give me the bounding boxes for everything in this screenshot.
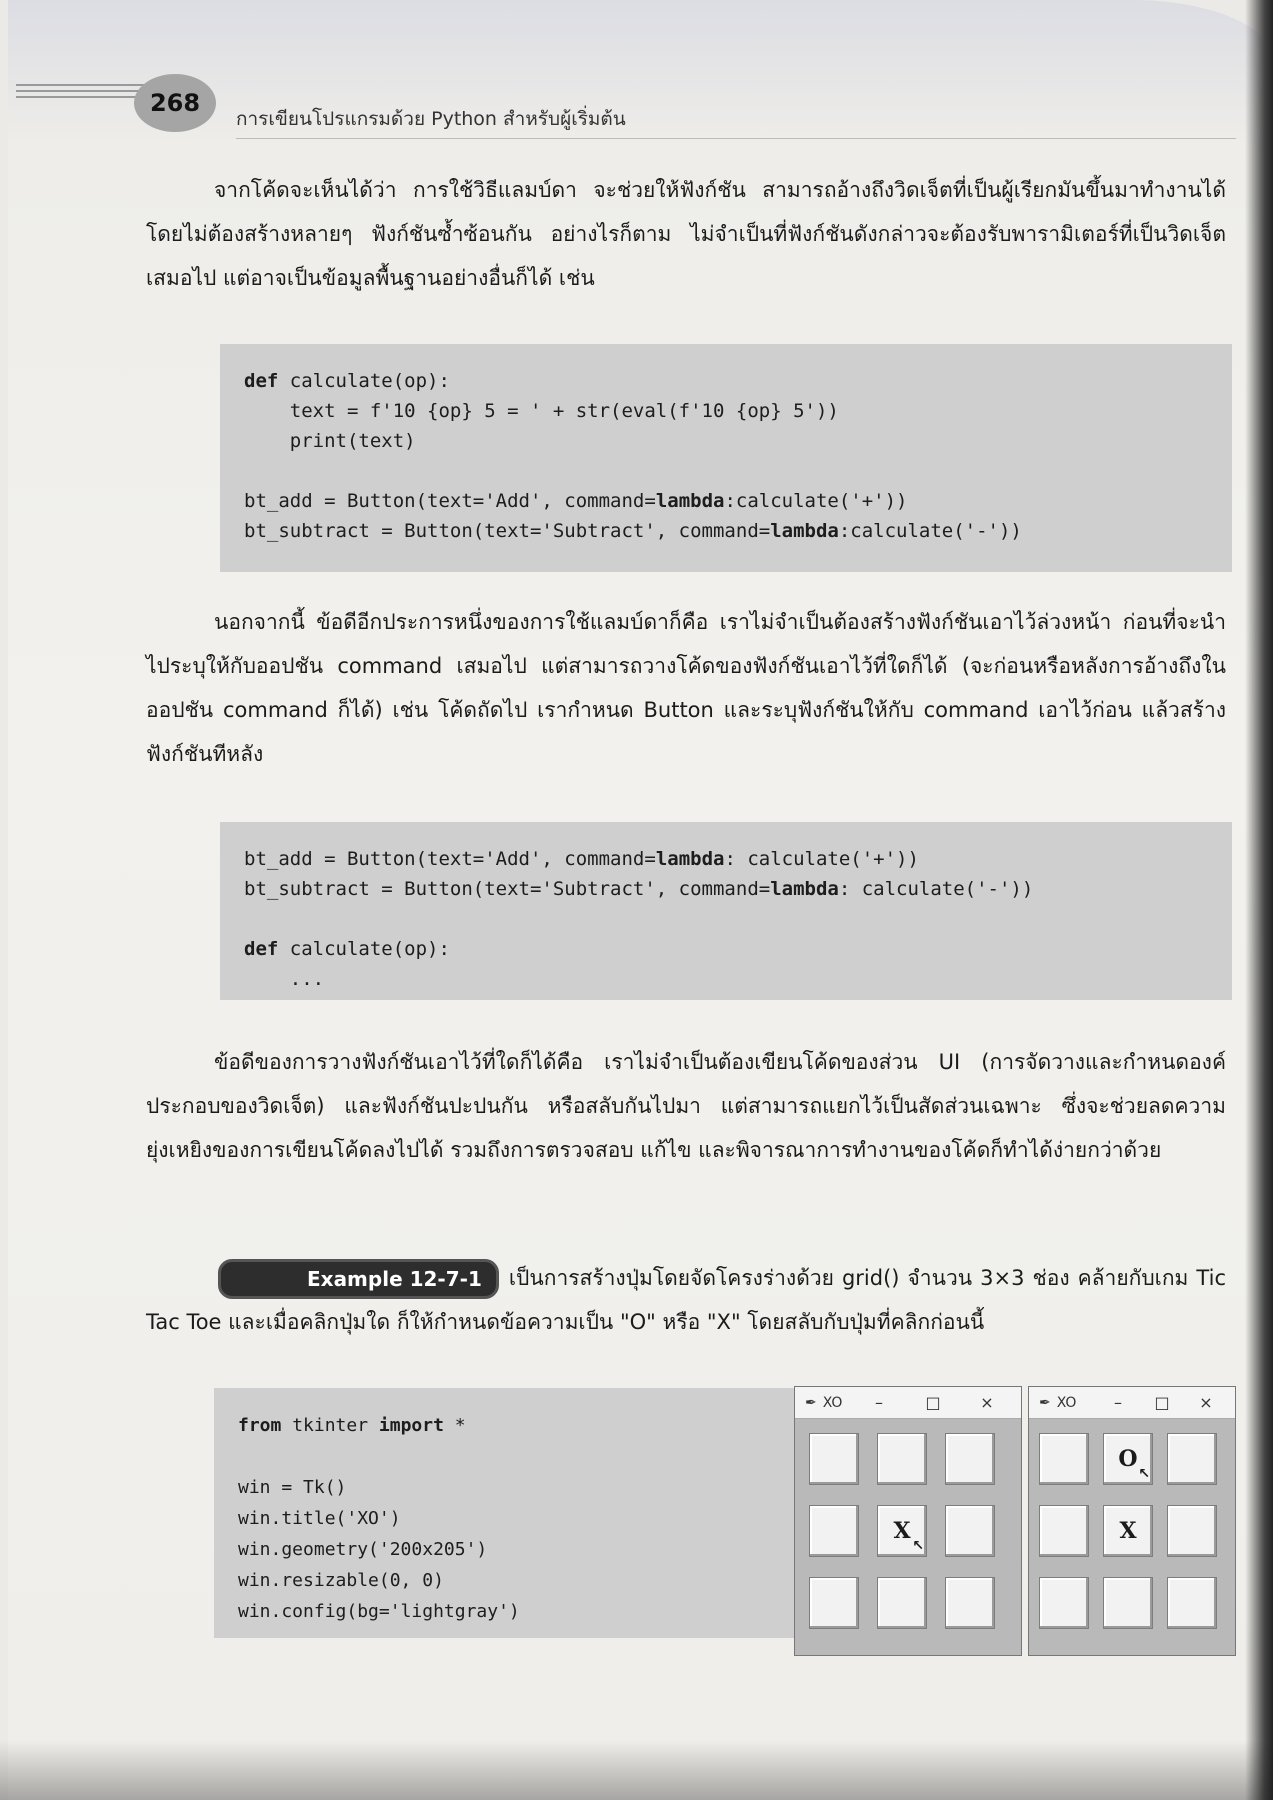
tk-window-2-titlebar[interactable] xyxy=(1029,1387,1235,1419)
tk-window-2[interactable] xyxy=(1028,1386,1236,1656)
minimize-button[interactable]: – xyxy=(875,1393,883,1412)
grid-cell-button[interactable] xyxy=(809,1433,859,1485)
tk-window-1[interactable] xyxy=(794,1386,1022,1656)
code-block-2 xyxy=(220,822,1232,1000)
running-header-title: การเขียนโปรแกรมด้วย Python สำหรับผู้เริ่มต้น xyxy=(236,108,626,130)
code-line: def calculate(op): xyxy=(244,370,450,392)
feather-icon: ✒ xyxy=(1039,1394,1051,1411)
code-line: bt_subtract = Button(text='Subtract', command=lambda:calculate('-')) xyxy=(244,520,1022,542)
window-title: XO xyxy=(822,1394,843,1411)
book-page xyxy=(8,0,1273,1800)
grid-cell-button[interactable] xyxy=(945,1577,995,1629)
grid-cell-button[interactable] xyxy=(877,1433,927,1485)
code-line: win.title('XO') xyxy=(238,1508,401,1529)
paragraph-2 xyxy=(146,600,1226,776)
code-line: from tkinter import * xyxy=(238,1415,466,1436)
grid-cell-button[interactable] xyxy=(945,1433,995,1485)
code-line: win.config(bg='lightgray') xyxy=(238,1601,520,1622)
grid-cell-button[interactable] xyxy=(945,1505,995,1557)
grid-cell-button[interactable] xyxy=(809,1505,859,1557)
code-line: bt_add = Button(text='Add', command=lambda:calculate('+')) xyxy=(244,490,908,512)
minimize-button[interactable]: – xyxy=(1114,1393,1122,1412)
code-line: ... xyxy=(244,968,325,990)
header-rule xyxy=(236,138,1236,139)
code-line: def calculate(op): xyxy=(244,938,450,960)
maximize-button[interactable]: □ xyxy=(1154,1393,1170,1412)
window-title: XO xyxy=(1056,1394,1077,1411)
example-badge: Example 12-7-1 xyxy=(218,1259,499,1299)
paragraph-4 xyxy=(146,1256,1226,1344)
paragraph-3 xyxy=(146,1040,1226,1172)
code-line: bt_subtract = Button(text='Subtract', command=lambda: calculate('-')) xyxy=(244,878,1034,900)
tk-window-2-grid xyxy=(1039,1433,1217,1629)
grid-cell-button[interactable] xyxy=(1103,1577,1153,1629)
grid-cell-button[interactable]: O ↖ xyxy=(1103,1433,1153,1485)
mouse-cursor-icon: ↖ xyxy=(1138,1466,1150,1482)
paragraph-1 xyxy=(146,168,1226,300)
code-line: text = f'10 {op} 5 = ' + str(eval(f'10 {op} 5')) xyxy=(244,400,839,422)
grid-cell-button[interactable] xyxy=(1039,1505,1089,1557)
code-line: win.resizable(0, 0) xyxy=(238,1570,444,1591)
code-line: print(text) xyxy=(244,430,416,452)
feather-icon: ✒ xyxy=(805,1394,817,1411)
close-button[interactable]: × xyxy=(1199,1393,1213,1412)
paragraph-1-text: จากโค้ดจะเห็นได้ว่า การใช้วิธีแลมบ์ดา จะช่วยให้ฟังก์ชัน สามารถอ้างถึงวิดเจ็ตที่เป็นผู้เรียกมันขึ้นมาทำงานได้ โดยไม่ต้องสร้างหลายๆ ฟังก์ชันซ้ำซ้อนกัน อย่างไรก็ตาม ไม่จำเป็นที่ฟังก์ชันดังกล่าวจะต้องรับพารามิเตอร์ที่เป็นวิดเจ็ตเสมอไป แต่อาจเป็นข้อมูลพื้นฐานอย่างอื่นก็ได้ เช่น xyxy=(146,178,1226,290)
grid-cell-button[interactable] xyxy=(1167,1505,1217,1557)
tk-window-1-titlebar[interactable] xyxy=(795,1387,1021,1419)
grid-cell-button[interactable]: X xyxy=(1103,1505,1153,1557)
page-number: 268 xyxy=(134,74,216,132)
grid-cell-button[interactable] xyxy=(877,1577,927,1629)
page-bottom-shadow xyxy=(0,1740,1273,1800)
code-line: win = Tk() xyxy=(238,1477,347,1498)
example-description: เป็นการสร้างปุ่มโดยจัดโครงร่างด้วย grid() จำนวน 3×3 ช่อง คล้ายกับเกม Tic Tac Toe และเมื่อคลิกปุ่มใด ก็ให้กำหนดข้อความเป็น "O" หรือ "X" โดยสลับกับปุ่มที่คลิกก่อนนี้ xyxy=(146,1266,1226,1334)
grid-cell-button[interactable] xyxy=(1039,1433,1089,1485)
grid-cell-button[interactable] xyxy=(1039,1577,1089,1629)
mouse-cursor-icon: ↖ xyxy=(912,1538,924,1554)
paragraph-3-text: ข้อดีของการวางฟังก์ชันเอาไว้ที่ใดก็ได้คือ เราไม่จำเป็นต้องเขียนโค้ดของส่วน UI (การจัดวางและกำหนดองค์ประกอบของวิดเจ็ต) และฟังก์ชันปะปนกัน หรือสลับกันไปมา แต่สามารถแยกไว้เป็นสัดส่วนเฉพาะ ซึ่งจะช่วยลดความยุ่งเหยิงของการเขียนโค้ดลงไปได้ รวมถึงการตรวจสอบ แก้ไข และพิจารณาการทำงานของโค้ดก็ทำได้ง่ายกว่าด้วย xyxy=(146,1050,1226,1162)
tk-window-1-grid xyxy=(809,1433,995,1629)
code-line: win.geometry('200x205') xyxy=(238,1539,488,1560)
close-button[interactable]: × xyxy=(980,1393,994,1412)
page-binding-shadow xyxy=(1245,0,1273,1800)
grid-cell-button[interactable] xyxy=(1167,1577,1217,1629)
grid-cell-button[interactable] xyxy=(809,1577,859,1629)
code-block-1 xyxy=(220,344,1232,572)
code-block-3 xyxy=(214,1388,794,1638)
paragraph-2-text: นอกจากนี้ ข้อดีอีกประการหนึ่งของการใช้แลมบ์ดาก็คือ เราไม่จำเป็นต้องสร้างฟังก์ชันเอาไว้ล่วงหน้า ก่อนที่จะนำไประบุให้กับออปชัน command เสมอไป แต่สามารถวางโค้ดของฟังก์ชันเอาไว้ที่ใดก็ได้ (จะก่อนหรือหลังการอ้างถึงในออปชัน command ก็ได้) เช่น โค้ดถัดไป เรากำหนด Button และระบุฟังก์ชันให้กับ command เอาไว้ก่อน แล้วสร้างฟังก์ชันทีหลัง xyxy=(146,610,1226,766)
code-line: bt_add = Button(text='Add', command=lambda: calculate('+')) xyxy=(244,848,919,870)
paragraph-4-text xyxy=(146,1256,1226,1344)
grid-cell-button[interactable] xyxy=(1167,1433,1217,1485)
maximize-button[interactable]: □ xyxy=(925,1393,941,1412)
grid-cell-button[interactable]: X ↖ xyxy=(877,1505,927,1557)
